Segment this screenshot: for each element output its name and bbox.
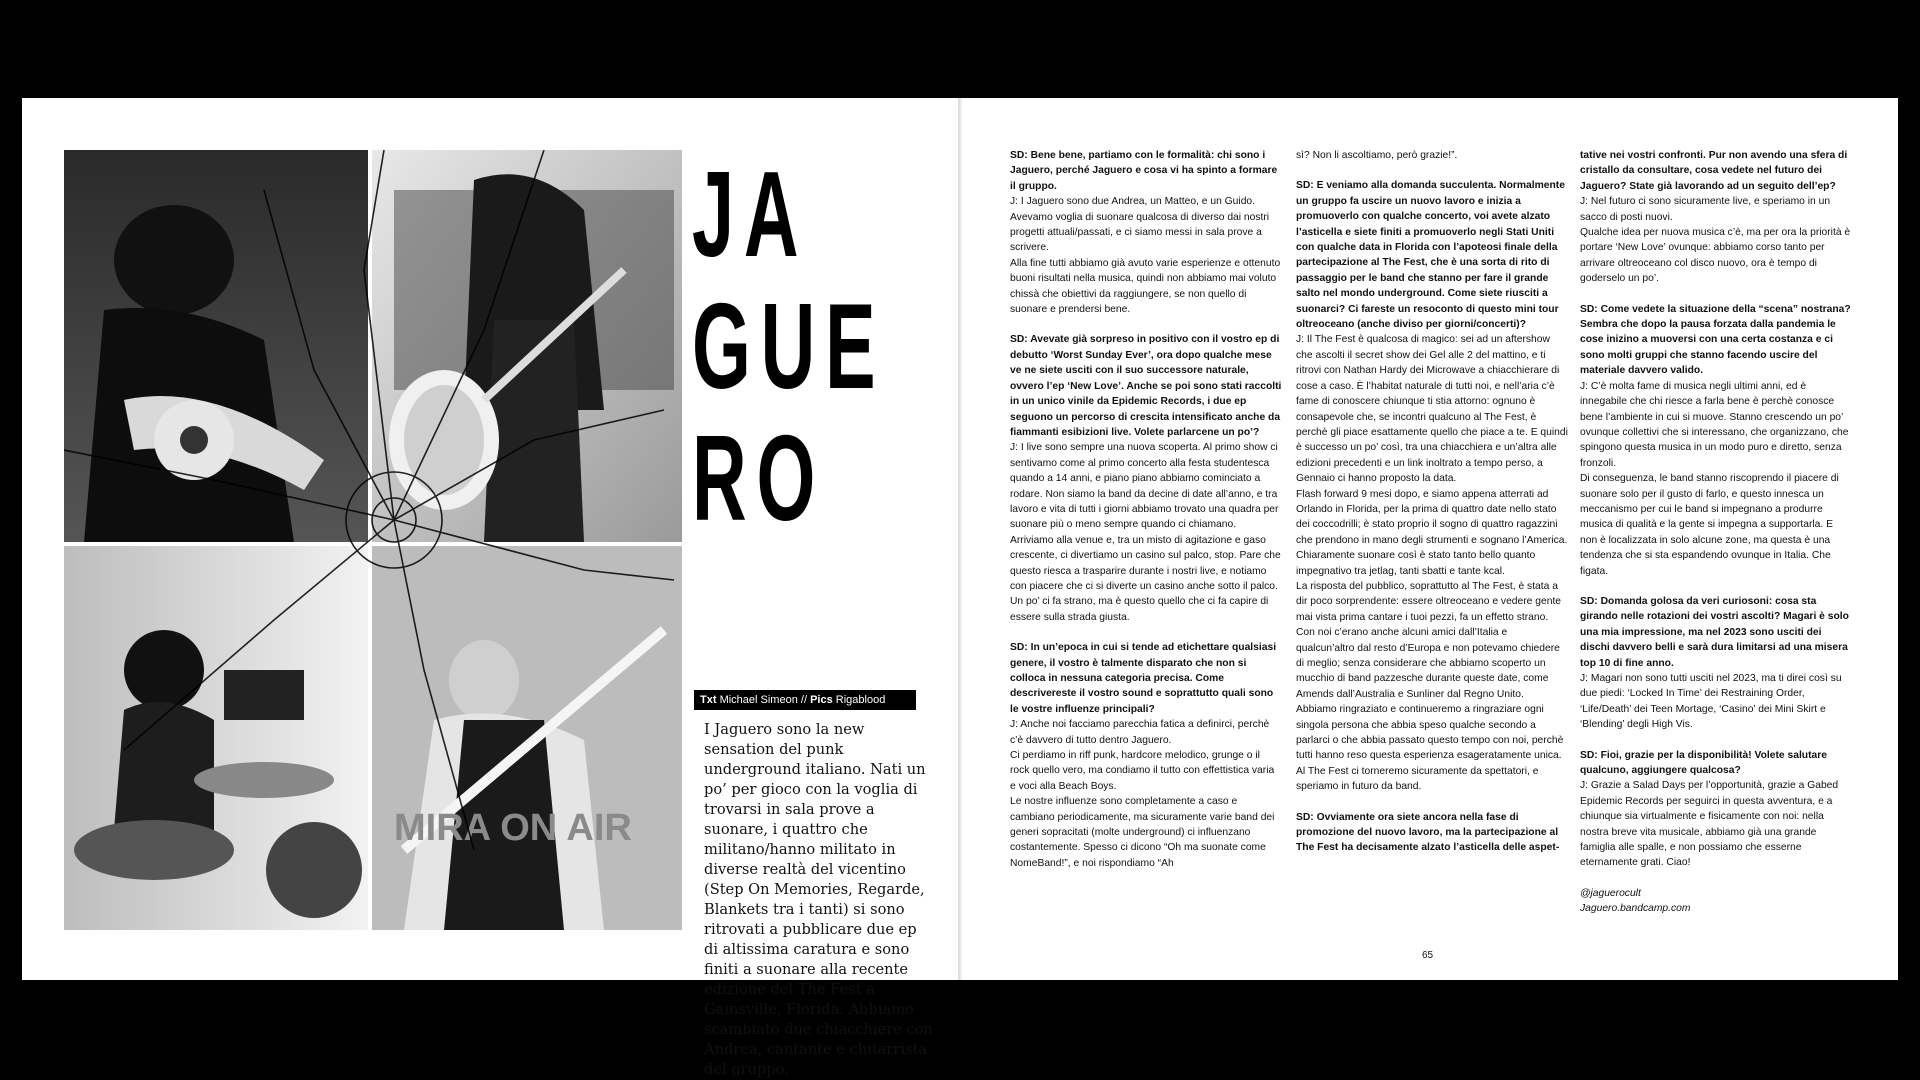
credits-pics-label: Pics xyxy=(810,694,833,706)
answer: sì? Non li ascoltiamo, però grazie!”. xyxy=(1296,150,1458,161)
question: SD: Fioi, grazie per la disponibilità! Volete salutare qualcuno, aggiungere qualcosa? xyxy=(1580,749,1827,777)
right-page xyxy=(962,98,1898,980)
answer: Ci perdiamo in riff punk, hardcore melodico, grunge o il rock quello vero, ma condiamo il tutto con effettistica varia e voci alla Beach Boys. xyxy=(1010,750,1275,792)
banner-text: MIRA ON AIR xyxy=(394,807,632,849)
answer: Le nostre influenze sono completamente a caso e cambiano periodicamente, ma sicuramente varie band dei generi sopracitati (molte underground) ci influenzano costantemente. Spesso ci dicono “Oh ma suonate come NomeBand!”, e noi rispondiamo “Ah xyxy=(1010,796,1275,869)
band-live-photos xyxy=(64,150,682,930)
answer: J: Grazie a Salad Days per l’opportunità, grazie a Gabed Epidemic Records per seguirci in questa avventura, e a chiunque sia virtualmente e fisicamente con noi: nella nostra breve vita musicale, abbiamo già una grande famiglia alle spalle, e non possiamo che esserne eternamente grati. Ciao! xyxy=(1580,780,1839,869)
answer: Di conseguenza, le band stanno riscoprendo il piacere di suonare solo per il gusto di farlo, e questo innesca un meccanismo per cui le band si impegnano a produrre musica di qualità e la gente si impegna a supportarla. E non è localizzata in solo alcune zone, ma questa è una tendenza che si sta espandendo ovunque in Italia. Che figata. xyxy=(1580,473,1839,577)
answer: Flash forward 9 mesi dopo, e siamo appena atterrati ad Orlando in Florida, per la prima di quattro date nello stato dei coccodrilli; è stato proprio il sogno di quattro ragazzini che prendono in mano degli strumenti e sognano l’America. Chiaramente suonare così è stato tanto bello quanto impegnativo tra jetlag, tanti sbatti e tante kcal. xyxy=(1296,488,1568,577)
title-line: JA xyxy=(692,146,809,282)
band-links xyxy=(1580,886,1852,916)
text-column-3 xyxy=(1580,148,1852,916)
answer: Abbiamo ringraziato e continueremo a ringraziare ogni singola persona che abbia speso qualche secondo a parlarci o che abbia passato questo tempo con noi, perchè tutti hanno reso questa esperienza esageratamente unica. Al The Fest ci torneremo sicuramente da spettatori, e speriamo in futuro da band. xyxy=(1296,704,1564,793)
answer: J: Anche noi facciamo parecchia fatica a definirci, perchè c’è davvero di tutto dentro Jaguero. xyxy=(1010,719,1270,746)
page-number: 65 xyxy=(1422,950,1434,961)
credits-txt-label: Txt xyxy=(700,694,717,706)
text-column-1 xyxy=(1010,148,1282,871)
answer: J: C’è molta fame di musica negli ultimi anni, ed è innegabile che chi riesce a farla bene è perchè conosce bene l’ambiente in cui si muove. Stanno crescendo un po’ ovunque collettivi che si interessano, che organizzano, che spingono questa musica in un modo puro e diretto, senza fronzoli. xyxy=(1580,380,1849,469)
credits-bar xyxy=(694,690,916,710)
article-title xyxy=(692,146,886,546)
answer: J: I Jaguero sono due Andrea, un Matteo, e un Guido. Avevamo voglia di suonare qualcosa di diverso dai nostri progetti attuali/passati, e ci siamo messi in sala prove a scrivere. xyxy=(1010,196,1270,254)
answer: J: Il The Fest è qualcosa di magico: sei ad un aftershow che ascolti il secret show dei Gel alle 2 del mattino, e ti ritrovi con Nathan Hardy dei Microwave a chiacchierare di cose a caso. È l’habitat naturale di tutti noi, e nell’aria c’è fame di conoscere chiunque ti stia attorno: ognuno è consapevole che, se incontri qualcuno al The Fest, è perchè gli piace esattamente quello che piace a te. E quindi è successo un po’ così, tra una chiacchiera e un’altra alle edizioni precedenti e un link inoltrato a tempo perso, a Gennaio ci hanno proposto la data. xyxy=(1296,334,1568,485)
answer: Arriviamo alla venue e, tra un misto di agitazione e gaso crescente, ci divertiamo un casino sul palco, stop. Pare che questo riesca a trasparire durante i nostri live, e notiamo con piacere che ci si diverte un casino anche sotto il palco. Un po’ ci fa strano, ma è questo quello che ci fa capire di essere sulla strada giusta. xyxy=(1010,534,1281,623)
answer: La risposta del pubblico, soprattutto al The Fest, è stata a dir poco sorprendente: essere oltreoceano e vedere gente mai vista prima cantare i tuoi pezzi, fa un effetto strano. Con noi c’erano anche alcuni amici dall’Italia e qualcun’altro dal resto d’Europa e non potevamo chiedere di meglio; senza considerare che abbiamo scoperto un mucchio di band pazzesche durante queste date, come Amends dall’Australia e Sunliner dal Regno Unito. xyxy=(1296,580,1562,700)
question: SD: E veniamo alla domanda succulenta. Normalmente un gruppo fa uscire un nuovo lavoro e inizia a promuoverlo con qualche concerto, voi avete alzato l’asticella e siete finiti a promuoverlo negli Stati Uniti con qualche data in Florida con l’apoteosi finale della partecipazione al The Fest, che è una sorta di rito di passaggio per le band che stanno per fare il grande salto nel mondo underground. Come siete riusciti a suonarci? Ci fareste un resoconto di questo mini tour oltreoceano (anche diviso per giorni/concerti)? xyxy=(1296,180,1565,331)
question: SD: Bene bene, partiamo con le formalità: chi sono i Jaguero, perché Jaguero e cosa vi ha spinto a formare il gruppo. xyxy=(1010,150,1278,192)
answer: J: Nel futuro ci sono sicuramente live, e speriamo in un sacco di posti nuovi. xyxy=(1580,196,1831,223)
answer: Alla fine tutti abbiamo già avuto varie esperienze e ottenuto buoni risultati nella musica, quindi non abbiamo mai voluto chissà che obiettivi da raggiungere, se non quello di suonare e prendersi bene. xyxy=(1010,257,1281,316)
social-handle[interactable]: @jaguerocult xyxy=(1580,887,1641,899)
website-link[interactable]: Jaguero.bandcamp.com xyxy=(1580,902,1691,914)
credits-photographer: Rigablood xyxy=(835,694,886,706)
answer: J: Magari non sono tutti usciti nel 2023, ma ti direi così su due piedi: ‘Locked In Time’ dei Restraining Order, ‘Life/Death’ dei Teen Mortage, ‘Casino’ dei Mini Skirt e ‘Blending’ degli High Vis. xyxy=(1580,673,1842,731)
credits-author: Michael Simeon xyxy=(719,694,798,706)
answer: Qualche idea per nuova musica c’è, ma per ora la priorità è portare ‘New Love’ ovunque: abbiamo corso tanto per arrivare oltreoceano col disco nuovo, ora è tempo di goderselo un po’. xyxy=(1580,227,1851,285)
text-column-2 xyxy=(1296,148,1568,856)
title-line: GUE xyxy=(692,278,886,414)
question: tative nei vostri confronti. Pur non avendo una sfera di cristallo da consultare, cosa vedete nel futuro dei Jaguero? State già lavorando ad un seguito dell’ep? xyxy=(1580,150,1848,192)
question: SD: Domanda golosa da veri curiosoni: cosa sta girando nelle rotazioni dei vostri ascolti? Magari è solo una mia impressione, ma nel 2023 sono usciti dei dischi davvero belli e sarà dura limitarsi ad una misera top 10 di fine anno. xyxy=(1580,595,1849,669)
question: SD: Ovviamente ora siete ancora nella fase di promozione del nuovo lavoro, ma la partecipazione al The Fest ha decisamente alzato l’asticella delle aspet- xyxy=(1296,811,1560,854)
photo-collage xyxy=(64,150,682,930)
left-page xyxy=(22,98,958,1078)
question: SD: In un’epoca in cui si tende ad etichettare qualsiasi genere, il vostro è talmente disparato che non si colloca in nessuna categoria precisa. Come descrivereste il vostro sound e soprattutto quali sono le vostre influenze principali? xyxy=(1010,642,1277,715)
intro-paragraph: I Jaguero sono la new sensation del punk underground italiano. Nati un po’ per gioco con la voglia di trovarsi in sala prove a suonare, i quattro che militano/hanno militato in diverse realtà del vicentino (Step On Memories, Regarde, Blankets tra i tanti) si sono ritrovati a pubblicare due ep di altissima caratura e sono finiti a suonare alla recente edizione del The Fest a Gainsville, Florida. Abbiamo scambiato due chiacchiere con Andrea, cantante e chitarrista del gruppo. xyxy=(704,721,933,1078)
credits-separator: // xyxy=(800,694,808,706)
title-line: RO xyxy=(692,410,826,546)
answer: J: I live sono sempre una nuova scoperta. Al primo show ci sentivamo come al primo concerto alla festa studentesca quando a 14 anni, e piano piano abbiamo cominciato a rodare. Non siamo la band da decine di date all’anno, e tra lavoro e vita di tutti i giorni abbiamo trovato una quadra per suonare più o meno sempre quando ci chiamano. xyxy=(1010,442,1279,531)
question: SD: Come vedete la situazione della “scena” nostrana? Sembra che dopo la pausa forzata dalla pandemia le cose inizino a muoversi con una certa costanza e ci sono molti gruppi che stanno facendo uscire del materiale davvero valido. xyxy=(1580,303,1851,377)
question: SD: Avevate già sorpreso in positivo con il vostro ep di debutto ‘Worst Sunday Ever’, ora dopo qualche mese ve ne siete usciti con il suo successore naturale, ovvero l’ep ‘New Love’. Anche se poi sono stati raccolti in un unico vinile da Epidemic Records, i due ep seguono un percorso di crescita intensificato anche da fiammanti esibizioni live. Volete parlarcene un po’? xyxy=(1010,334,1282,438)
